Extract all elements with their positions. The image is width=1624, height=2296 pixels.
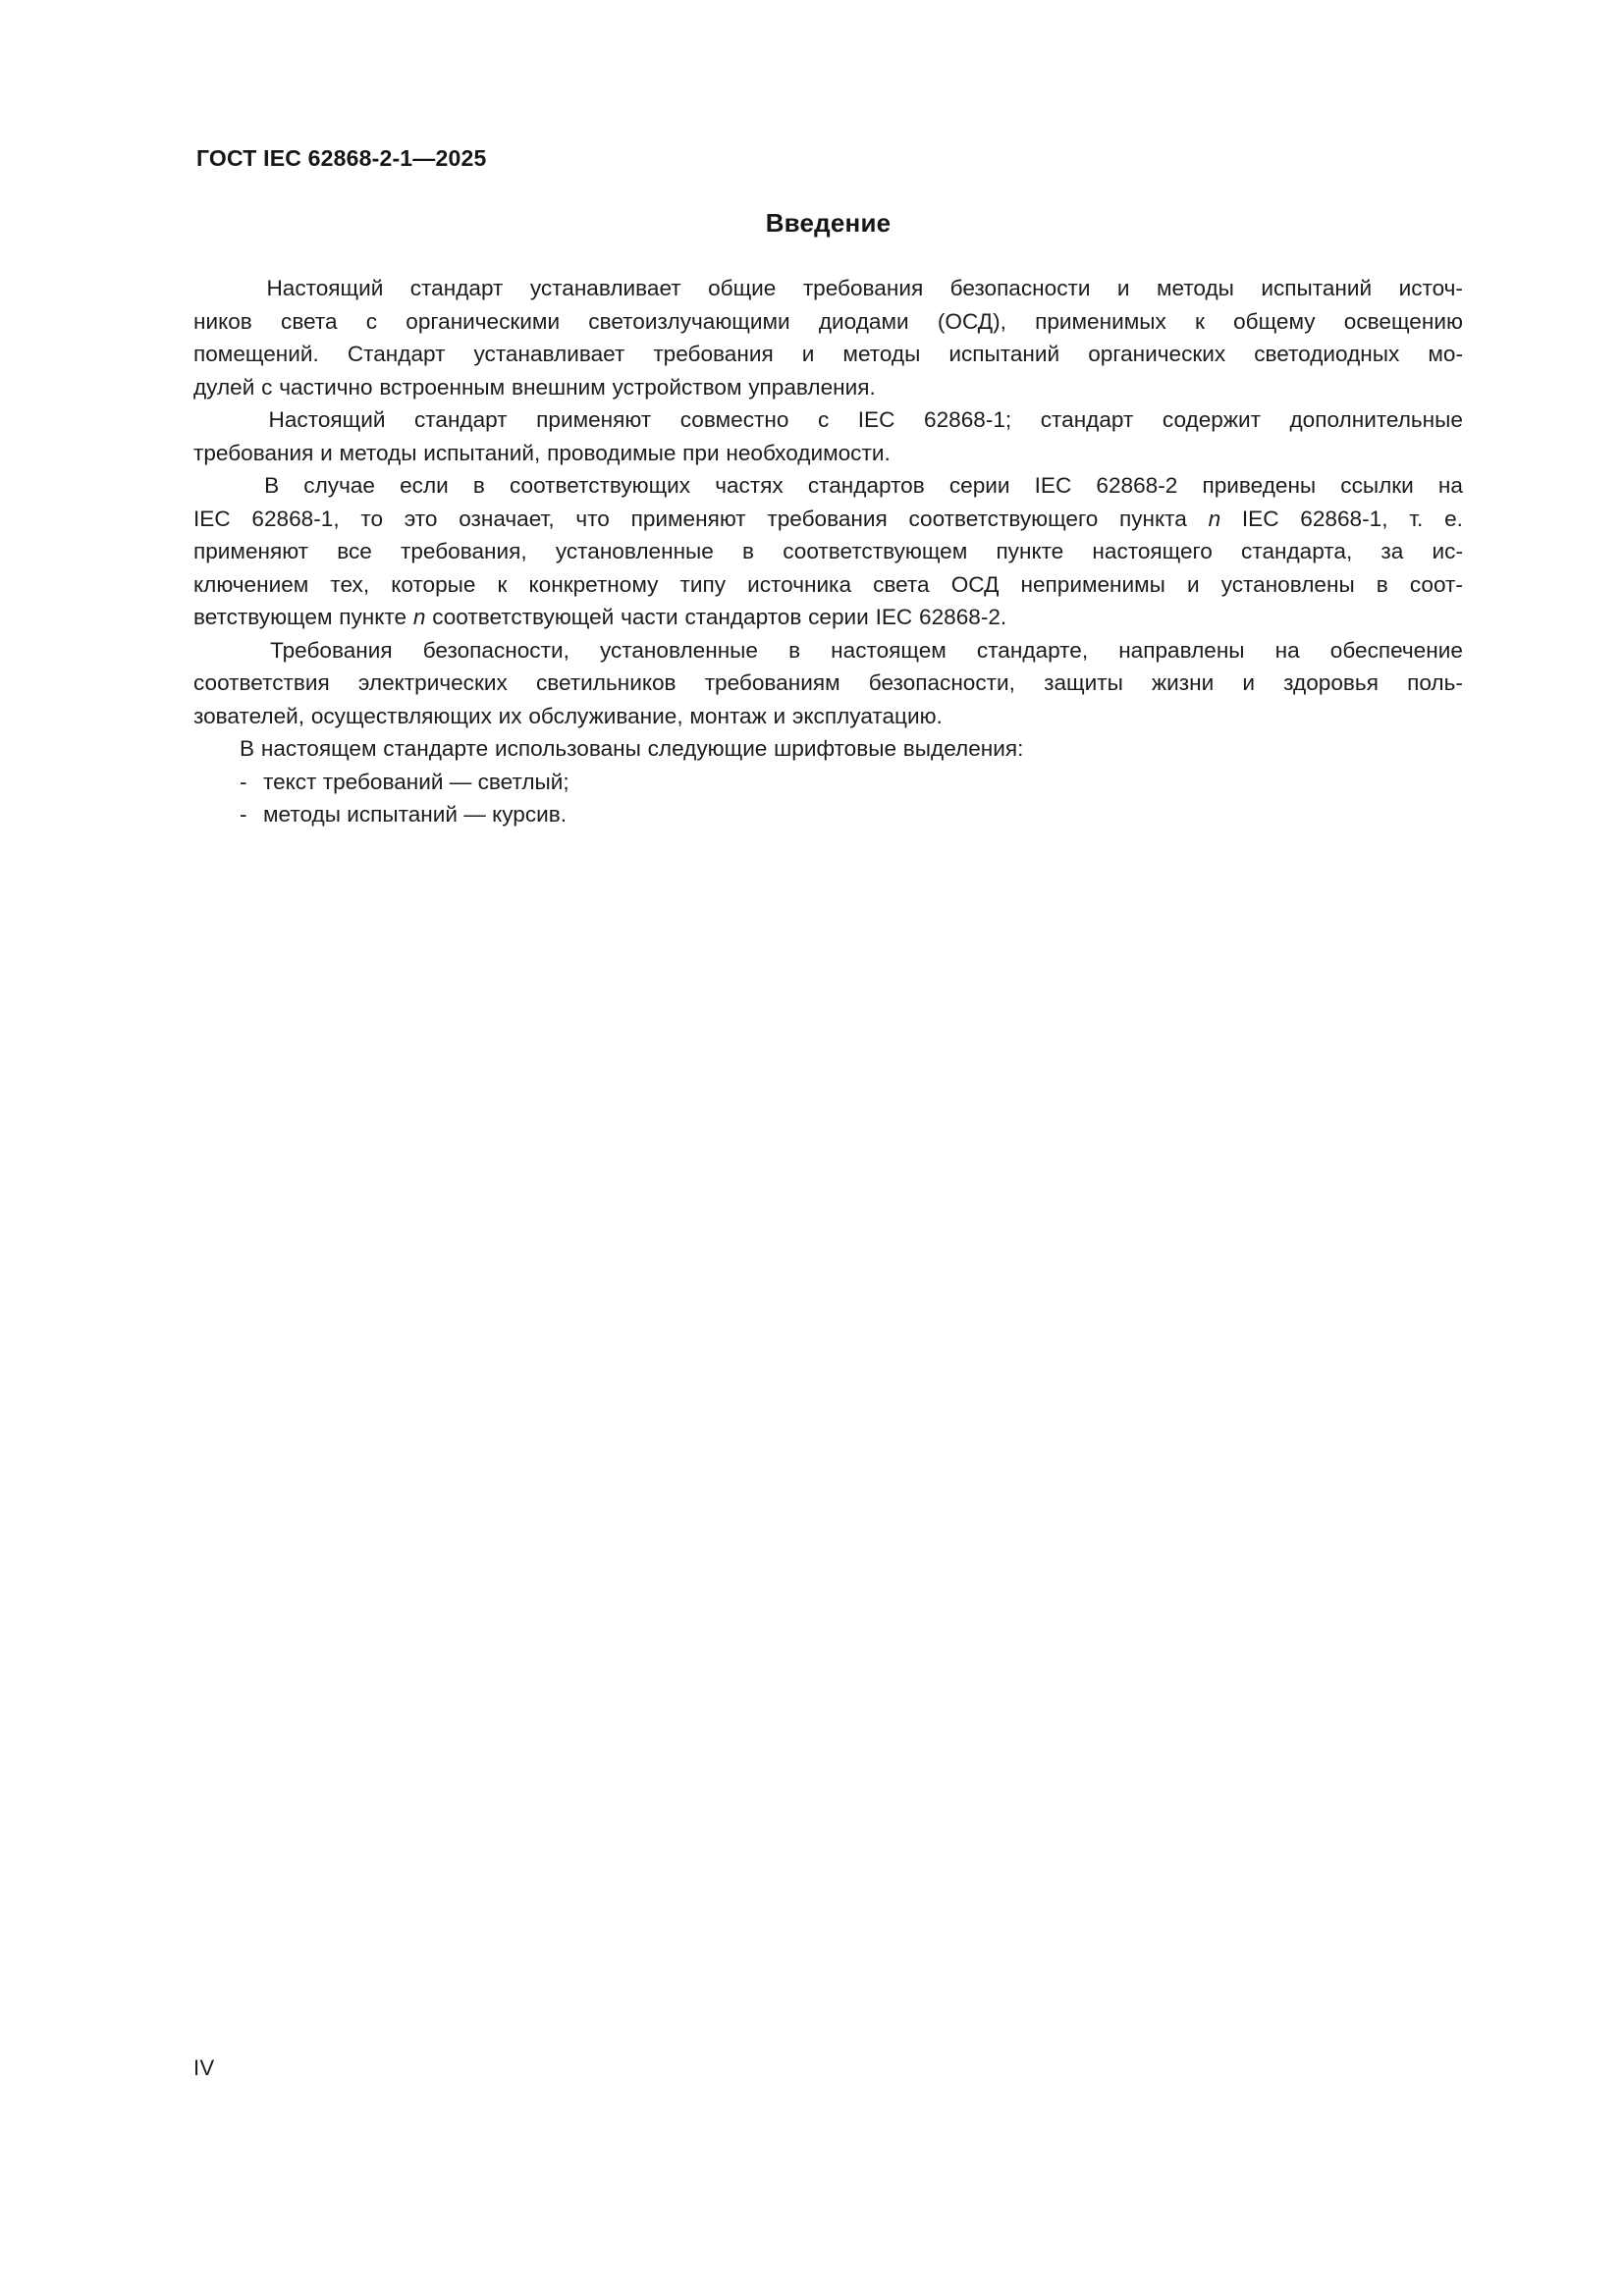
font-convention-list [193,766,1463,831]
word: IEC [1034,473,1072,498]
word: органических [1088,342,1226,366]
text-line [193,732,1463,766]
word: дополнительные [1289,407,1463,432]
word: в [742,539,755,563]
word: выделения: [902,736,1024,761]
word: соответствующих [510,473,691,498]
word: ис- [1432,539,1463,563]
word: их [498,703,522,728]
word: осуществляющих [310,703,492,728]
word: применяют [536,407,652,432]
word: света [873,571,930,597]
word: методы [1156,276,1234,300]
word: Настоящий [268,407,386,432]
word: с [817,407,830,432]
text-line [193,503,1463,536]
word: частях [715,473,784,498]
word: неприменимы [1020,571,1165,597]
word: IEC [857,407,895,432]
word: 62868-2. [919,605,1007,629]
word: стандарте [383,736,489,761]
word: и [773,703,786,728]
word: безопасности [949,276,1091,300]
word: конкретному [528,571,659,597]
word: поль- [1407,670,1463,695]
word: стандарте, [976,637,1089,663]
word: серии [948,473,1010,498]
text-line [193,700,1463,733]
text-line [193,371,1463,404]
page-content [193,208,1463,831]
word: устройством [612,374,742,400]
text-line [193,403,1463,437]
word: (ОСД), [937,308,1006,334]
word: требования [802,276,924,300]
word: соответствующем [783,539,968,563]
list-bullet: - [240,802,247,827]
word: в [788,637,801,663]
word: то [360,506,384,531]
word: здоровья [1283,670,1379,695]
word: светильников [535,670,677,695]
word: пункте [996,539,1064,563]
word: монтаж [689,703,767,728]
word: следующие [647,736,768,761]
word: направлены [1118,637,1245,663]
word: зователей, [193,703,305,728]
word: испытаний, [423,440,541,465]
word: обеспечение [1329,637,1463,663]
word: частично [279,374,373,400]
word: источника [747,571,852,597]
word: и [1242,670,1255,695]
word: соот- [1409,571,1463,597]
word: в [1376,571,1388,597]
paragraph-p3 [193,469,1463,634]
word: т. [1409,506,1424,531]
paragraph-p5 [193,732,1463,766]
word: источ- [1398,276,1463,300]
text-line [193,535,1463,568]
word: с [261,374,273,400]
word: тех, [330,571,370,597]
word: настоящего [1092,539,1213,563]
text-line [193,601,1463,634]
word: 62868-1, [1300,506,1388,531]
word: применяют [193,539,309,563]
word: мо- [1428,342,1463,366]
word: обслуживание, [528,703,683,728]
word: методы [339,440,417,465]
word: общему [1233,308,1316,334]
word: стандартов [684,605,802,629]
word: установлены [1220,571,1355,597]
word: приведены [1202,473,1317,498]
word: защиты [1044,670,1123,695]
running-header: ГОСТ IEC 62868-2-1—2025 [196,145,487,171]
paragraph-p1 [193,272,1463,403]
word: серии [808,605,869,629]
word: требования [193,440,314,465]
word: установленные [555,539,714,563]
word: безопасности, [868,670,1015,695]
text-line [193,305,1463,339]
word: проводимые [547,440,677,465]
word: светодиодных [1254,342,1400,366]
word: настоящем [831,637,947,663]
word: и [801,342,815,366]
word: означает, [459,506,555,531]
word: к [497,571,508,597]
word: IEC [875,605,913,629]
word: на [1274,637,1300,663]
word: пункте [339,605,407,629]
word: ссылки [1340,473,1414,498]
word: стандарт [1040,407,1134,432]
word: Настоящий [266,276,384,300]
word: использованы [494,736,641,761]
word: и [320,440,333,465]
word: соответствующего [908,506,1099,531]
word: соответствия [193,670,330,695]
word: применяют [630,506,746,531]
word: что [575,506,610,531]
list-item [193,766,1463,799]
word: света [281,308,338,334]
word: Стандарт [347,342,446,366]
text-line [193,272,1463,305]
word: IEC [1241,506,1279,531]
paragraph-p2 [193,403,1463,469]
word: пункта [1119,506,1187,531]
word: помещений. [193,342,319,366]
word: методы [842,342,921,366]
word: части [621,605,678,629]
word: если [400,473,449,498]
word: соответствующей [432,605,615,629]
word: диодами [818,308,909,334]
word: в [472,473,485,498]
word: и [1187,571,1200,597]
word: ников [193,308,252,334]
text-line [193,568,1463,602]
word: дулей [193,374,255,400]
word: совместно [679,407,789,432]
word: IEC [193,506,231,531]
word: и [1116,276,1130,300]
word: встроенным [379,374,506,400]
word: электрических [357,670,508,695]
word: испытаний [948,342,1060,366]
word: ОСД [950,571,1000,597]
text-line [193,469,1463,503]
word: при [682,440,720,465]
word: стандарта, [1241,539,1353,563]
word: безопасности, [422,637,569,663]
word: жизни [1152,670,1215,695]
page-number: IV [193,2056,215,2080]
word: стандарт [409,276,504,300]
word: ключением [193,571,309,597]
word: установленные [599,637,758,663]
word: типу [679,571,727,597]
word: настоящем [260,736,377,761]
word: внешним [511,374,606,400]
word: на [1437,473,1463,498]
word: Требования [270,637,393,663]
word: которые [391,571,476,597]
text-line [193,634,1463,667]
word: применимых [1035,308,1166,334]
list-item-label: методы испытаний — курсив. [263,802,568,827]
word: управления. [748,374,876,400]
word: общие [708,276,777,300]
word: В [240,736,255,761]
word: содержит [1162,407,1261,432]
word: это [404,506,438,531]
word: стандарт [414,407,508,432]
word: освещению [1343,308,1463,334]
list-item-label: текст требований — светлый; [263,769,569,794]
word: n [412,605,426,629]
word: к [1194,308,1205,334]
word: n [1208,506,1221,531]
word: эксплуатацию. [791,703,943,728]
word: испытаний [1261,276,1373,300]
list-item [193,798,1463,831]
word: случае [303,473,375,498]
word: стандартов [807,473,925,498]
word: устанавливает [473,342,625,366]
word: В [264,473,280,498]
text-line [193,667,1463,700]
paragraph-p4 [193,634,1463,733]
word: 62868-1; [924,407,1012,432]
word: е. [1444,506,1463,531]
word: за [1380,539,1404,563]
word: светоизлучающими [588,308,790,334]
word: требованиям [704,670,840,695]
text-line [193,338,1463,371]
word: шрифтовые [774,736,897,761]
word: устанавливает [529,276,681,300]
word: 62868-2 [1096,473,1178,498]
word: все [337,539,372,563]
page-title: Введение [765,208,892,238]
word: требования [653,342,774,366]
word: 62868-1, [251,506,340,531]
word: органическими [406,308,561,334]
word: ветствующем [193,605,333,629]
word: требования, [401,539,527,563]
text-line [193,437,1463,470]
word: необходимости. [726,440,891,465]
list-bullet: - [240,769,247,794]
word: с [365,308,378,334]
word: требования [767,506,888,531]
